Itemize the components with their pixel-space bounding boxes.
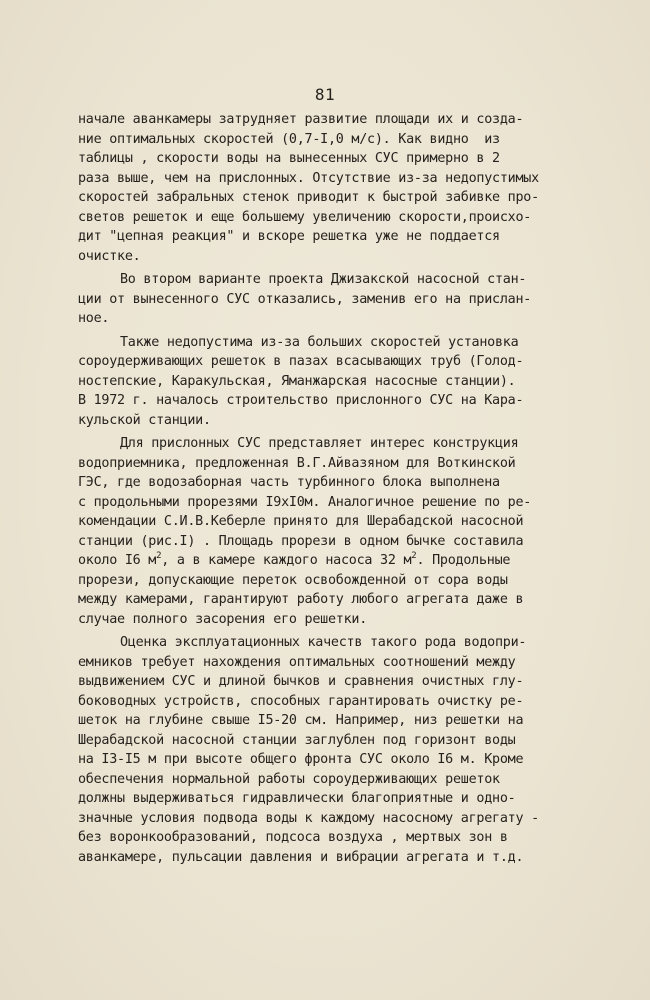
text-line: аванкамере, пульсации давления и вибрации агрегата и т.д.: [78, 849, 524, 865]
text-line: Оценка эксплуатационных качеств такого рода водопри-: [120, 635, 527, 650]
text-line: Во втором варианте проекта Джизакской насосной стан-: [120, 272, 527, 287]
text-line: начале аванкамеры затрудняет развитие площади их и созда-: [78, 112, 524, 127]
text-line: водоприемника, предложенная В.Г.Айвазяном для Воткинской: [78, 455, 516, 471]
text-line: ции от вынесенного СУС отказались, заменив его на прислан-: [78, 291, 532, 307]
body-text: [78, 110, 556, 867]
text-fragment: около I6 м: [78, 553, 157, 568]
text-line: должны выдерживаться гидравлически благоприятные и одно-: [78, 791, 516, 806]
text-line: В 1972 г. началось строительство прислонного СУС на Кара-: [78, 393, 524, 408]
text-line: случае полного засорения его решетки.: [78, 611, 368, 627]
text-line: комендации С.И.В.Кеберле принято для Шерабадской насосной: [78, 514, 524, 529]
text-line: на I3-I5 м при высоте общего фронта СУС около I6 м. Кроме: [78, 752, 524, 767]
text-line: ностепские, Каракульская, Яманжарская насосные станции).: [78, 373, 516, 389]
text-line: Также недопустима из-за больших скоростей установка: [120, 334, 519, 350]
text-fragment: . Продольные: [416, 553, 511, 568]
text-line: светов решеток и еще большему увеличению скорости,происхо-: [78, 209, 532, 225]
text-line: шеток на глубине свыше I5-20 см. Например, низ решетки на: [78, 713, 524, 728]
text-line: значные условия подвода воды к каждому насосному агрегату -: [78, 810, 539, 826]
text-line: с продольными прорезями I9xI0м. Аналогичное решение по ре-: [78, 494, 532, 510]
text-line: очистке.: [78, 248, 141, 264]
text-line: без воронкообразований, подсоса воздуха , мертвых зон в: [78, 830, 508, 845]
text-line: прорези, допускающие переток освобожденной от сора воды: [78, 572, 508, 588]
text-line: ние оптимальных скоростей (0,7-I,0 м/с). Как видно из: [78, 131, 500, 147]
text-line: таблицы , скорости воды на вынесенных СУС примерно в 2: [78, 151, 500, 166]
text-fragment: , а в камере каждого насоса 32 м: [161, 553, 412, 568]
text-line: [78, 551, 556, 571]
superscript: 2: [411, 551, 417, 561]
text-line: боководных устройств, способных гарантировать очистку ре-: [78, 693, 524, 709]
text-line: емников требует нахождения оптимальных соотношений между: [78, 654, 516, 670]
text-line: выдвижением СУС и длиной бычков и сравнения очистных глу-: [78, 674, 524, 689]
text-line: станции (рис.I) . Площадь прорези в одном бычке составила: [78, 533, 524, 549]
text-line: сороудерживающих решеток в пазах всасывающих труб (Голод-: [78, 354, 524, 369]
text-line: кульской станции.: [78, 412, 211, 428]
superscript: 2: [156, 551, 162, 561]
text-line: дит "цепная реакция" и вскоре решетка уже не поддается: [78, 229, 500, 244]
text-line: обеспечения нормальной работы сороудерживающих решеток: [78, 771, 500, 787]
text-line: скоростей забральных стенок приводит к быстрой забивке про-: [78, 190, 539, 205]
text-line: Для прислонных СУС представляет интерес конструкция: [120, 436, 519, 451]
text-line: раза выше, чем на прислонных. Отсутствие из-за недопустимых: [78, 170, 539, 186]
text-line: Шерабадской насосной станции заглублен под горизонт воды: [78, 732, 516, 748]
text-line: ное.: [78, 311, 110, 326]
text-line: между камерами, гарантируют работу любого агрегата даже в: [78, 592, 524, 607]
text-line: ГЭС, где водозаборная часть турбинного блока выполнена: [78, 475, 500, 490]
page-number: 81: [314, 85, 336, 104]
